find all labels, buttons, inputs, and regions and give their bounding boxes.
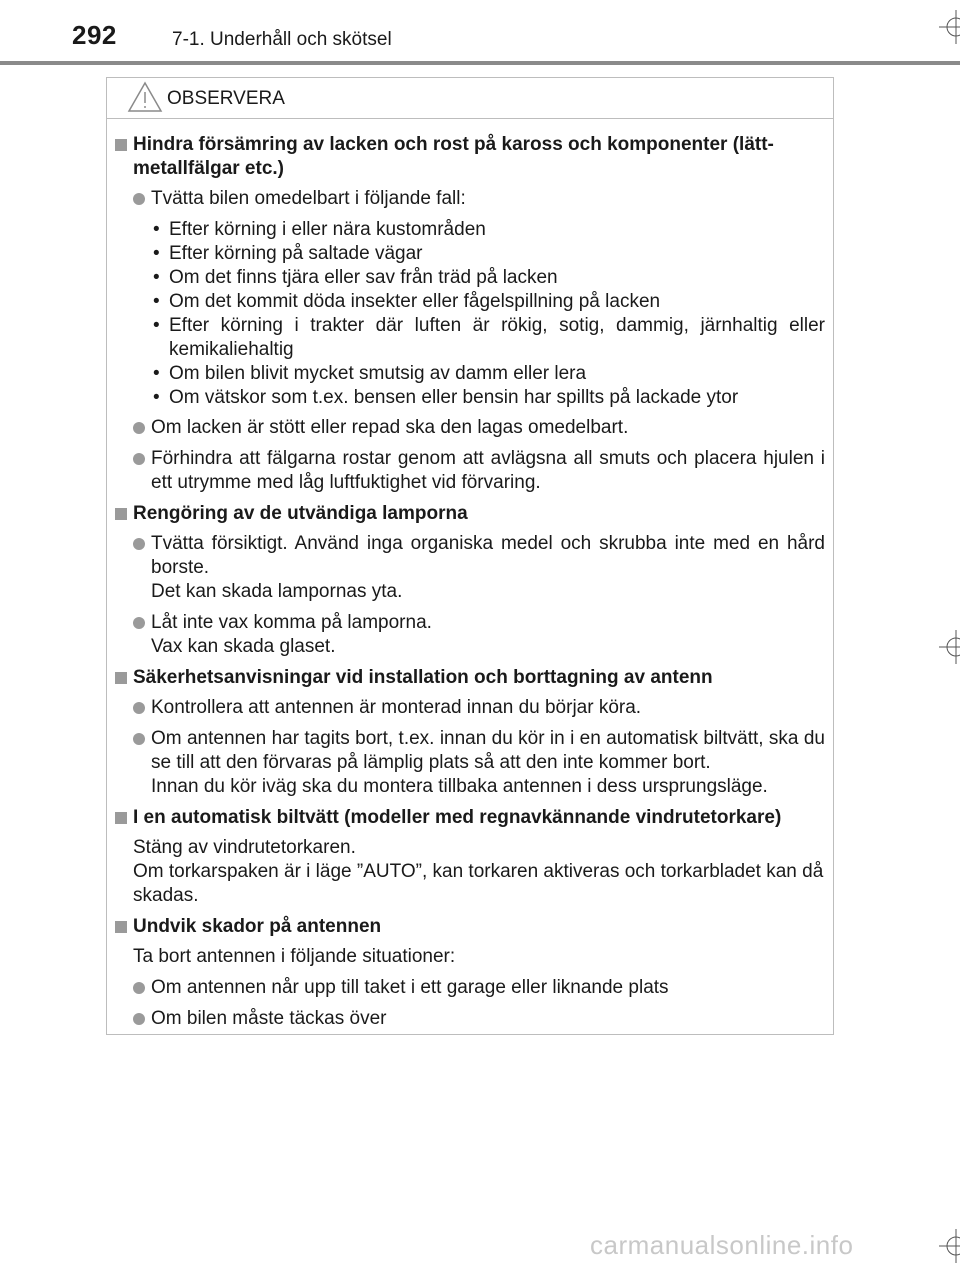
list-item: Om lacken är stött eller repad ska den lagas omedelbart. — [115, 416, 825, 440]
crop-mark-top-right — [935, 10, 960, 44]
list-item-text: Det kan skada lampornas yta. — [151, 581, 403, 602]
section-heading: Säkerhetsanvisningar vid installation och borttagning av antenn — [115, 666, 825, 690]
watermark: carmanualsonline.info — [590, 1230, 854, 1260]
crop-mark-mid-right — [935, 630, 960, 664]
sub-list-item: • Om bilen blivit mycket smutsig av damm eller lera — [115, 362, 825, 386]
warning-triangle-icon — [127, 81, 163, 113]
list-item — [115, 532, 825, 604]
paragraph — [115, 836, 825, 908]
sub-list-item: • Om det finns tjära eller sav från träd på lacken — [115, 266, 825, 290]
paragraph-text: Om torkarspaken är i läge ”AUTO”, kan torkaren aktiveras och torkarbladet kan då skadas. — [133, 861, 824, 906]
sub-list-item: • Om vätskor som t.ex. bensen eller bensin har spillts på lackade ytor — [115, 386, 825, 410]
crop-mark-bottom-right — [935, 1229, 960, 1263]
list-item-text: Tvätta försiktigt. Använd inga organiska medel och skrubba inte med en hård borste. — [151, 533, 825, 578]
caution-header — [107, 78, 833, 119]
list-item — [115, 611, 825, 659]
list-item-text: Låt inte vax komma på lamporna. — [151, 612, 432, 633]
list-item: Tvätta bilen omedelbart i följande fall: — [115, 187, 825, 211]
sub-list-item: • Efter körning i eller nära kustområden — [115, 218, 825, 242]
list-item-text: Om antennen har tagits bort, t.ex. innan du kör in i en automatisk biltvätt, ska du se till att den förvaras på lämplig plats så att den inte kommer bort. — [151, 728, 825, 773]
caution-body — [107, 119, 833, 1031]
section-heading: Rengöring av de utvändiga lamporna — [115, 502, 825, 526]
list-item — [115, 727, 825, 799]
paragraph-text: Stäng av vindrutetorkaren. — [133, 837, 356, 858]
list-item-text: Innan du kör iväg ska du montera tillbaka antennen i dess ursprungsläge. — [151, 776, 768, 797]
sub-list — [115, 218, 825, 410]
list-item: Om antennen når upp till taket i ett garage eller liknande plats — [115, 976, 825, 1000]
page-number: 292 — [72, 20, 117, 50]
section-heading: I en automatisk biltvätt (modeller med regnavkännande vindrutetorkare) — [115, 806, 825, 830]
sub-list-item: • Efter körning på saltade vägar — [115, 242, 825, 266]
list-item-text: Vax kan skada glaset. — [151, 636, 336, 657]
caution-box — [106, 77, 834, 1035]
header-rule — [0, 61, 960, 65]
section-heading: Undvik skador på antennen — [115, 915, 825, 939]
caution-label: OBSERVERA — [167, 88, 285, 109]
list-item: Om bilen måste täckas över — [115, 1007, 825, 1031]
list-item: Förhindra att fälgarna rostar genom att avlägsna all smuts och placera hjulen i ett utrymme med låg luftfuktighet vid förvaring. — [115, 447, 825, 495]
sub-list-item: • Om det kommit döda insekter eller fågelspillning på lacken — [115, 290, 825, 314]
sub-list-item: • Efter körning i trakter där luften är rökig, sotig, dammig, järnhaltig eller kemikaliehaltig — [115, 314, 825, 362]
paragraph: Ta bort antennen i följande situationer: — [133, 946, 456, 967]
section-heading: Hindra försämring av lacken och rost på kaross och komponenter (lätt-metallfälgar etc.) — [115, 133, 825, 181]
list-item: Kontrollera att antennen är monterad innan du börjar köra. — [115, 696, 825, 720]
section-title: 7-1. Underhåll och skötsel — [172, 29, 392, 50]
